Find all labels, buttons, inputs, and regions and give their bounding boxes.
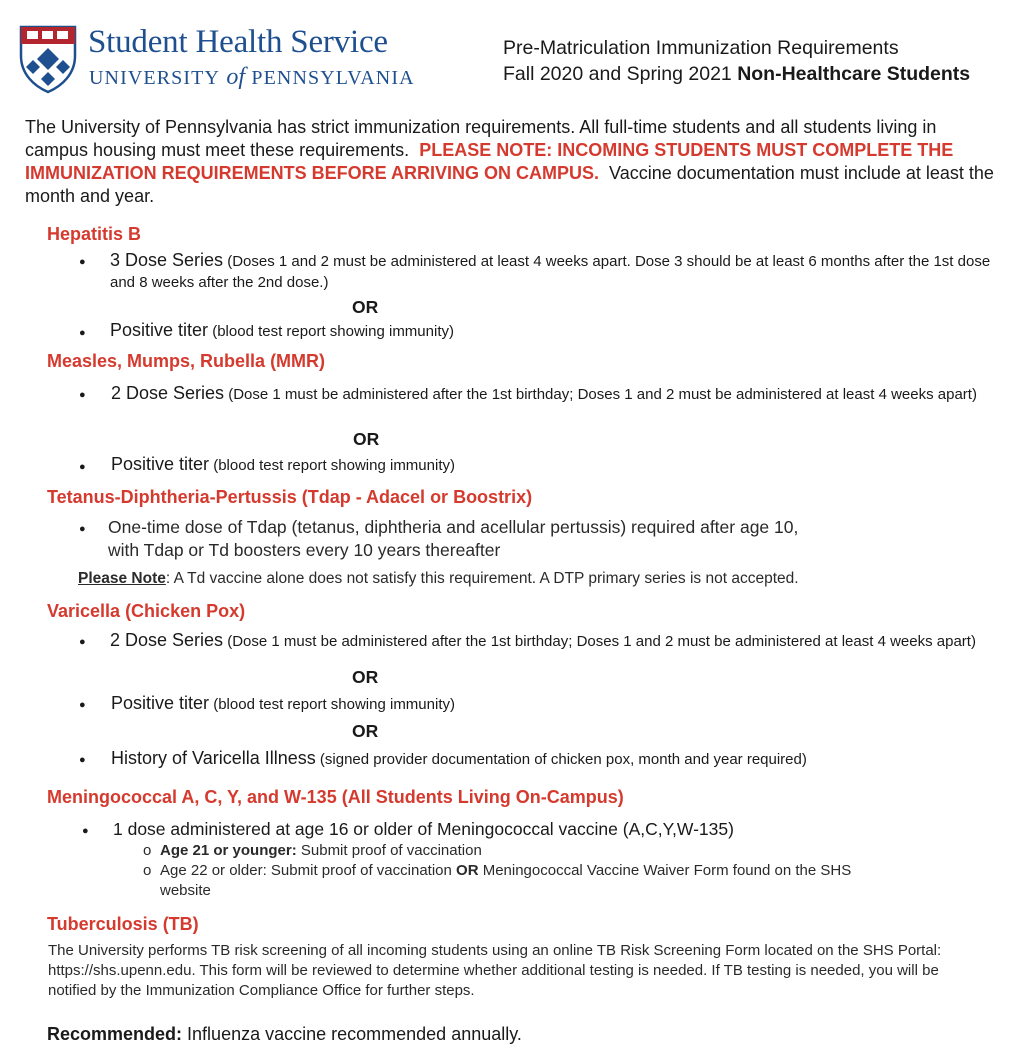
or-separator: OR: [352, 667, 379, 687]
list-item: 2 Dose Series (Dose 1 must be administered after the 1st birthday; Doses 1 and 2 must be administered at least 4 weeks apart): [110, 630, 976, 650]
list-item: 1 dose administered at age 16 or older of Meningococcal vaccine (A,C,Y,W-135): [113, 819, 734, 839]
section-heading-tuberculosis: Tuberculosis (TB): [47, 914, 199, 934]
section-heading-meningococcal: Meningococcal A, C, Y, and W-135 (All Students Living On-Campus): [47, 787, 624, 807]
bullet-icon: ●: [79, 461, 86, 473]
penn-shield-logo: [18, 24, 78, 94]
bullet-icon: ●: [82, 825, 89, 837]
list-item: Positive titer (blood test report showing immunity): [111, 693, 455, 713]
intro-paragraph: The University of Pennsylvania has strict immunization requirements. All full-time students and all students living in campus housing must meet these requirements. PLEASE NOTE: INCOMING STUDENTS MUST COMPLETE THE IMMUNIZATION REQUIREMENTS BEFORE ARRIVING ON CAMPUS. Vaccine documentation must include at least the month and year.: [25, 117, 994, 206]
sub-list-item: Age 21 or younger: Submit proof of vaccination: [160, 842, 482, 859]
shield-icon: [18, 24, 78, 94]
bullet-icon: ●: [79, 699, 86, 711]
list-item: 2 Dose Series (Dose 1 must be administered after the 1st birthday; Doses 1 and 2 must be administered at least 4 weeks apart): [111, 383, 977, 403]
org-title: Student Health Service: [88, 24, 388, 60]
bullet-icon: ●: [79, 636, 86, 648]
tdap-note: Please Note: A Td vaccine alone does not satisfy this requirement. A DTP primary series is not accepted.: [78, 570, 799, 587]
or-separator: OR: [352, 721, 379, 741]
section-heading-varicella: Varicella (Chicken Pox): [47, 601, 246, 621]
section-heading-tdap: Tetanus-Diphtheria-Pertussis (Tdap - Adacel or Boostrix): [47, 487, 533, 507]
bullet-icon: ●: [79, 256, 86, 268]
doc-title: Pre-Matriculation Immunization Requirements: [503, 37, 899, 59]
recommended-line: Recommended: Influenza vaccine recommended annually.: [47, 1024, 522, 1044]
tb-paragraph: The University performs TB risk screening of all incoming students using an online TB Risk Screening Form located on the SHS Portal: https://shs.upenn.edu. This form will be reviewed to determine whether additional testing is needed. If TB testing is needed, you will be notified by the Immunization Compliance Office for further steps.: [48, 942, 942, 999]
or-separator: OR: [353, 429, 380, 449]
sub-bullet-icon: o: [143, 862, 152, 879]
bullet-icon: ●: [79, 389, 86, 401]
list-item: One-time dose of Tdap (tetanus, diphtheria and acellular pertussis) required after age 10, with Tdap or Td boosters every 10 years thereafter: [108, 517, 799, 560]
section-heading-hepatitis-b: Hepatitis B: [47, 224, 142, 244]
or-separator: OR: [352, 297, 379, 317]
list-item: Positive titer (blood test report showing immunity): [110, 320, 454, 340]
list-item: 3 Dose Series (Doses 1 and 2 must be administered at least 4 weeks apart. Dose 3 should be at least 6 months after the 1st dose and 8 weeks after the 2nd dose.): [110, 250, 991, 291]
sub-list-item: Age 22 or older: Submit proof of vaccination OR Meningococcal Vaccine Waiver Form found on the SHS website: [160, 862, 852, 899]
bullet-icon: ●: [79, 327, 86, 339]
sub-bullet-icon: o: [143, 842, 152, 859]
list-item: Positive titer (blood test report showing immunity): [111, 454, 455, 474]
section-heading-mmr: Measles, Mumps, Rubella (MMR): [47, 351, 326, 371]
list-item: History of Varicella Illness (signed provider documentation of chicken pox, month and year required): [111, 748, 807, 768]
bullet-icon: ●: [79, 754, 86, 766]
bullet-icon: ●: [79, 523, 86, 535]
org-subtitle: UNIVERSITY of PENNSYLVANIA: [89, 64, 415, 90]
doc-term: Fall 2020 and Spring 2021 Non-Healthcare Students: [503, 63, 971, 85]
